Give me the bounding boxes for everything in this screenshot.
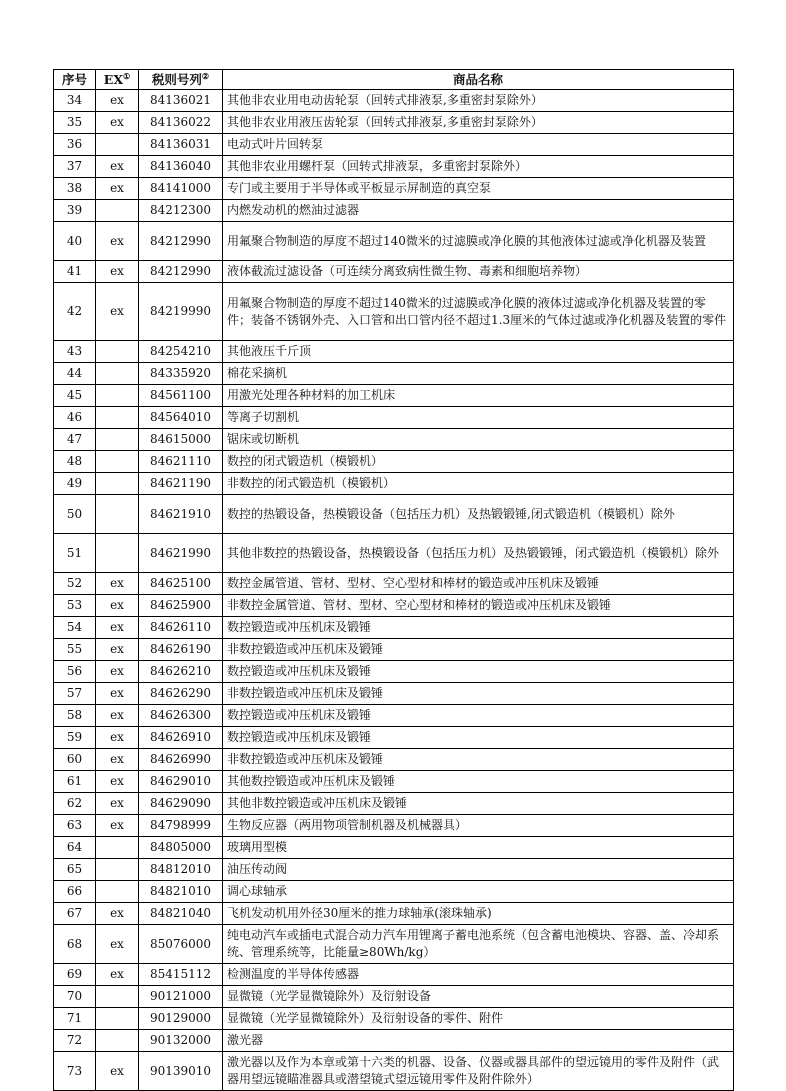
cell-code: 84629090 (139, 793, 223, 815)
cell-ex: ex (96, 283, 139, 341)
cell-name: 用激光处理各种材料的加工机床 (223, 385, 734, 407)
header-seq: 序号 (54, 70, 96, 90)
table-row (54, 661, 734, 683)
table-row (54, 573, 734, 595)
table-row (54, 1030, 734, 1052)
cell-seq: 34 (54, 90, 96, 112)
table-row (54, 134, 734, 156)
cell-name: 其他液压千斤顶 (223, 341, 734, 363)
cell-name: 用氟聚合物制造的厚度不超过140微米的过滤膜或净化膜的其他液体过滤或净化机器及装置 (223, 222, 734, 261)
cell-ex: ex (96, 156, 139, 178)
cell-name: 非数控的闭式锻造机（模锻机） (223, 473, 734, 495)
cell-code: 84626190 (139, 639, 223, 661)
cell-seq: 43 (54, 341, 96, 363)
cell-code: 84626290 (139, 683, 223, 705)
cell-seq: 46 (54, 407, 96, 429)
cell-name: 数控锻造或冲压机床及锻锤 (223, 617, 734, 639)
table-row (54, 178, 734, 200)
cell-code: 84621110 (139, 451, 223, 473)
cell-ex: ex (96, 793, 139, 815)
cell-ex (96, 881, 139, 903)
table-row (54, 385, 734, 407)
cell-name: 锯床或切断机 (223, 429, 734, 451)
cell-code: 85076000 (139, 925, 223, 964)
cell-ex: ex (96, 705, 139, 727)
cell-code: 84629010 (139, 771, 223, 793)
cell-code: 85415112 (139, 964, 223, 986)
cell-name: 内燃发动机的燃油过滤器 (223, 200, 734, 222)
cell-name: 油压传动阀 (223, 859, 734, 881)
cell-code: 84136022 (139, 112, 223, 134)
cell-name: 其他非农业用电动齿轮泵（回转式排液泵,多重密封泵除外） (223, 90, 734, 112)
cell-code: 84812010 (139, 859, 223, 881)
cell-name: 其他非农业用螺杆泵（回转式排液泵，多重密封泵除外） (223, 156, 734, 178)
cell-seq: 71 (54, 1008, 96, 1030)
cell-code: 84821010 (139, 881, 223, 903)
cell-seq: 45 (54, 385, 96, 407)
table-row (54, 617, 734, 639)
cell-code: 84621910 (139, 495, 223, 534)
cell-name: 其他非数控的热锻设备，热模锻设备（包括压力机）及热锻锻锤，闭式锻造机（模锻机）除外 (223, 534, 734, 573)
cell-seq: 50 (54, 495, 96, 534)
cell-code: 84615000 (139, 429, 223, 451)
table-row (54, 771, 734, 793)
cell-name: 等离子切割机 (223, 407, 734, 429)
cell-seq: 68 (54, 925, 96, 964)
cell-ex: ex (96, 1052, 139, 1091)
table-row (54, 90, 734, 112)
cell-seq: 53 (54, 595, 96, 617)
header-code (139, 70, 223, 90)
cell-ex (96, 200, 139, 222)
cell-seq: 66 (54, 881, 96, 903)
cell-name: 非数控锻造或冲压机床及锻锤 (223, 749, 734, 771)
cell-ex (96, 134, 139, 156)
cell-seq: 44 (54, 363, 96, 385)
table-row (54, 341, 734, 363)
table-row (54, 903, 734, 925)
cell-seq: 57 (54, 683, 96, 705)
cell-seq: 38 (54, 178, 96, 200)
cell-ex (96, 341, 139, 363)
cell-ex (96, 451, 139, 473)
header-ex-label: EX (103, 72, 124, 87)
cell-seq: 65 (54, 859, 96, 881)
cell-name: 其他非数控锻造或冲压机床及锻锤 (223, 793, 734, 815)
cell-code: 84141000 (139, 178, 223, 200)
cell-ex (96, 429, 139, 451)
cell-name: 棉花采摘机 (223, 363, 734, 385)
table-row (54, 283, 734, 341)
cell-ex (96, 1030, 139, 1052)
header-name: 商品名称 (223, 70, 734, 90)
cell-code: 84335920 (139, 363, 223, 385)
cell-seq: 69 (54, 964, 96, 986)
table-row (54, 429, 734, 451)
table-row (54, 112, 734, 134)
cell-code: 84626110 (139, 617, 223, 639)
cell-code: 84626210 (139, 661, 223, 683)
cell-seq: 60 (54, 749, 96, 771)
cell-code: 84625900 (139, 595, 223, 617)
cell-ex: ex (96, 727, 139, 749)
cell-name: 非数控锻造或冲压机床及锻锤 (223, 683, 734, 705)
table-row (54, 859, 734, 881)
cell-seq: 58 (54, 705, 96, 727)
cell-ex (96, 385, 139, 407)
cell-code: 84626910 (139, 727, 223, 749)
table-row (54, 881, 734, 903)
cell-seq: 41 (54, 261, 96, 283)
cell-code: 84621990 (139, 534, 223, 573)
table-row (54, 793, 734, 815)
cell-ex: ex (96, 661, 139, 683)
cell-seq: 51 (54, 534, 96, 573)
header-ex (96, 70, 139, 90)
cell-ex: ex (96, 683, 139, 705)
table-row (54, 451, 734, 473)
cell-name: 其他数控锻造或冲压机床及锻锤 (223, 771, 734, 793)
cell-code: 84805000 (139, 837, 223, 859)
cell-name: 数控的闭式锻造机（模锻机） (223, 451, 734, 473)
cell-code: 84626300 (139, 705, 223, 727)
cell-name: 其他非农业用液压齿轮泵（回转式排液泵,多重密封泵除外） (223, 112, 734, 134)
cell-name: 数控金属管道、管材、型材、空心型材和棒材的锻造或冲压机床及锻锤 (223, 573, 734, 595)
cell-code: 90129000 (139, 1008, 223, 1030)
table-row (54, 156, 734, 178)
cell-seq: 42 (54, 283, 96, 341)
cell-seq: 39 (54, 200, 96, 222)
cell-seq: 36 (54, 134, 96, 156)
table-row (54, 407, 734, 429)
cell-code: 84212990 (139, 261, 223, 283)
cell-name: 激光器以及作为本章或第十六类的机器、设备、仪器或器具部件的望远镜用的零件及附件（武器用望远镜瞄准器具或潜望镜式望远镜用零件及附件除外） (223, 1052, 734, 1091)
cell-ex: ex (96, 178, 139, 200)
cell-name: 飞机发动机用外径30厘米的推力球轴承(滚珠轴承) (223, 903, 734, 925)
table-body (54, 90, 734, 1091)
cell-seq: 72 (54, 1030, 96, 1052)
cell-code: 84136040 (139, 156, 223, 178)
cell-ex (96, 495, 139, 534)
cell-seq: 62 (54, 793, 96, 815)
table-row (54, 363, 734, 385)
cell-seq: 59 (54, 727, 96, 749)
cell-ex (96, 986, 139, 1008)
cell-code: 84561100 (139, 385, 223, 407)
cell-ex: ex (96, 815, 139, 837)
cell-code: 84626990 (139, 749, 223, 771)
cell-ex (96, 473, 139, 495)
cell-ex: ex (96, 639, 139, 661)
cell-code: 84564010 (139, 407, 223, 429)
cell-code: 84821040 (139, 903, 223, 925)
table-row (54, 925, 734, 964)
table-row (54, 595, 734, 617)
cell-name: 非数控锻造或冲压机床及锻锤 (223, 639, 734, 661)
cell-ex: ex (96, 90, 139, 112)
table-row (54, 705, 734, 727)
table-row (54, 727, 734, 749)
cell-ex (96, 859, 139, 881)
cell-code: 84621190 (139, 473, 223, 495)
table-row (54, 534, 734, 573)
cell-name: 电动式叶片回转泵 (223, 134, 734, 156)
tariff-table (53, 69, 734, 1091)
table-row (54, 639, 734, 661)
cell-seq: 35 (54, 112, 96, 134)
cell-ex (96, 534, 139, 573)
cell-seq: 56 (54, 661, 96, 683)
cell-seq: 55 (54, 639, 96, 661)
cell-code: 84798999 (139, 815, 223, 837)
table-row (54, 986, 734, 1008)
table-row (54, 749, 734, 771)
cell-name: 液体截流过滤设备（可连续分离致病性微生物、毒素和细胞培养物） (223, 261, 734, 283)
cell-name: 数控锻造或冲压机床及锻锤 (223, 727, 734, 749)
table-row (54, 815, 734, 837)
cell-ex: ex (96, 595, 139, 617)
cell-ex: ex (96, 771, 139, 793)
header-code-note: ② (201, 70, 210, 81)
cell-code: 90121000 (139, 986, 223, 1008)
table-row (54, 1008, 734, 1030)
cell-seq: 49 (54, 473, 96, 495)
cell-name: 调心球轴承 (223, 881, 734, 903)
table-row (54, 683, 734, 705)
cell-seq: 37 (54, 156, 96, 178)
cell-name: 显微镜（光学显微镜除外）及衍射设备的零件、附件 (223, 1008, 734, 1030)
cell-seq: 47 (54, 429, 96, 451)
cell-name: 数控的热锻设备，热模锻设备（包括压力机）及热锻锻锤,闭式锻造机（模锻机）除外 (223, 495, 734, 534)
cell-seq: 61 (54, 771, 96, 793)
cell-ex: ex (96, 617, 139, 639)
cell-name: 数控锻造或冲压机床及锻锤 (223, 705, 734, 727)
header-code-label: 税则号列 (151, 72, 202, 87)
cell-code: 84625100 (139, 573, 223, 595)
cell-code: 84212300 (139, 200, 223, 222)
cell-code: 84212990 (139, 222, 223, 261)
cell-seq: 63 (54, 815, 96, 837)
cell-code: 90132000 (139, 1030, 223, 1052)
cell-name: 用氟聚合物制造的厚度不超过140微米的过滤膜或净化膜的液体过滤或净化机器及装置的零件；装备不锈钢外壳、入口管和出口管内径不超过1.3厘米的气体过滤或净化机器及装置的零件 (223, 283, 734, 341)
cell-name: 专门或主要用于半导体或平板显示屏制造的真空泵 (223, 178, 734, 200)
cell-name: 非数控金属管道、管材、型材、空心型材和棒材的锻造或冲压机床及锻锤 (223, 595, 734, 617)
cell-code: 84136031 (139, 134, 223, 156)
cell-ex: ex (96, 222, 139, 261)
table-row (54, 473, 734, 495)
cell-name: 玻璃用型模 (223, 837, 734, 859)
cell-seq: 67 (54, 903, 96, 925)
cell-seq: 73 (54, 1052, 96, 1091)
table-row (54, 200, 734, 222)
table-row (54, 964, 734, 986)
cell-ex (96, 363, 139, 385)
cell-ex (96, 1008, 139, 1030)
table-row (54, 495, 734, 534)
cell-ex: ex (96, 261, 139, 283)
cell-seq: 52 (54, 573, 96, 595)
cell-name: 显微镜（光学显微镜除外）及衍射设备 (223, 986, 734, 1008)
cell-ex: ex (96, 749, 139, 771)
cell-name: 检测温度的半导体传感器 (223, 964, 734, 986)
table-row (54, 261, 734, 283)
cell-ex (96, 407, 139, 429)
table-row (54, 222, 734, 261)
cell-ex: ex (96, 112, 139, 134)
cell-code: 90139010 (139, 1052, 223, 1091)
cell-code: 84136021 (139, 90, 223, 112)
cell-ex: ex (96, 903, 139, 925)
cell-seq: 48 (54, 451, 96, 473)
table-header-row (54, 70, 734, 90)
cell-seq: 54 (54, 617, 96, 639)
cell-name: 纯电动汽车或插电式混合动力汽车用锂离子蓄电池系统（包含蓄电池模块、容器、盖、冷却系统、管理系统等，比能量≥80Wh/kg） (223, 925, 734, 964)
cell-ex: ex (96, 964, 139, 986)
cell-seq: 64 (54, 837, 96, 859)
header-ex-note: ① (123, 70, 131, 81)
cell-name: 生物反应器（两用物项管制机器及机械器具） (223, 815, 734, 837)
cell-ex: ex (96, 925, 139, 964)
cell-name: 数控锻造或冲压机床及锻锤 (223, 661, 734, 683)
table-row (54, 1052, 734, 1091)
cell-ex: ex (96, 573, 139, 595)
cell-code: 84254210 (139, 341, 223, 363)
cell-ex (96, 837, 139, 859)
cell-name: 激光器 (223, 1030, 734, 1052)
cell-code: 84219990 (139, 283, 223, 341)
cell-seq: 40 (54, 222, 96, 261)
cell-seq: 70 (54, 986, 96, 1008)
table-row (54, 837, 734, 859)
